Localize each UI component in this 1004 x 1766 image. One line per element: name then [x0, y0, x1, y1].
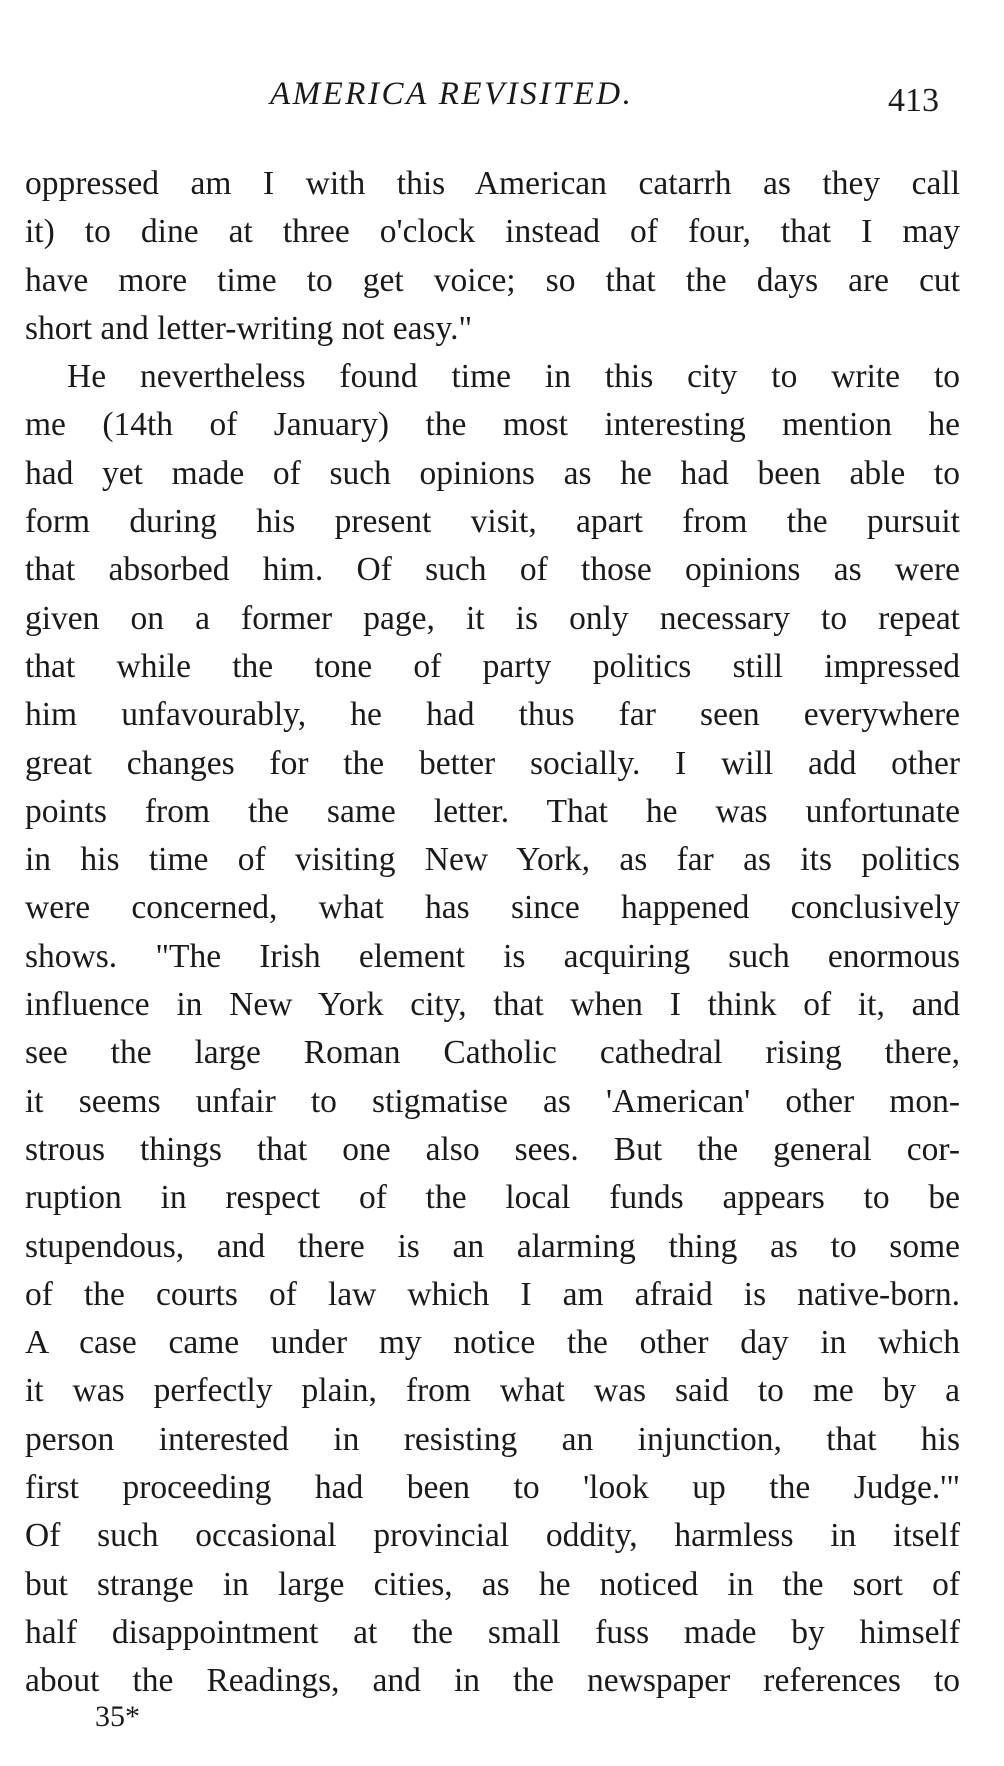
- text-line: but strange in large cities, as he noticed in the sort of: [25, 1565, 960, 1603]
- text-line: A case came under my notice the other day in which: [25, 1324, 960, 1362]
- text-line: about the Readings, and in the newspaper references to: [25, 1662, 960, 1700]
- text-line: it) to dine at three o'clock instead of four, that I may: [25, 213, 960, 251]
- text-line: shows. "The Irish element is acquiring such enormous: [25, 937, 960, 975]
- text-line: that absorbed him. Of such of those opinions as were: [25, 551, 960, 589]
- page-number: 413: [888, 82, 939, 119]
- text-line: great changes for the better socially. I will add other: [25, 744, 960, 782]
- text-line: Of such occasional provincial oddity, harmless in itself: [25, 1517, 960, 1555]
- text-line: him unfavourably, he had thus far seen everywhere: [25, 696, 960, 734]
- text-line: half disappointment at the small fuss made by himself: [25, 1613, 960, 1651]
- text-line: ruption in respect of the local funds appears to be: [25, 1179, 960, 1217]
- text-line: person interested in resisting an injunction, that his: [25, 1420, 960, 1458]
- text-line: form during his present visit, apart from the pursuit: [25, 503, 960, 541]
- text-line: it seems unfair to stigmatise as 'American' other mon-: [25, 1082, 960, 1120]
- text-line: short and letter-writing not easy.": [25, 309, 473, 347]
- text-line: it was perfectly plain, from what was said to me by a: [25, 1372, 960, 1410]
- text-line: see the large Roman Catholic cathedral rising there,: [25, 1034, 960, 1072]
- paragraph-first-line: He nevertheless found time in this city to write to: [67, 358, 960, 396]
- body-text: [25, 160, 960, 1706]
- text-line: strous things that one also sees. But the general cor-: [25, 1130, 960, 1168]
- text-line: me (14th of January) the most interesting mention he: [25, 406, 960, 444]
- text-line: oppressed am I with this American catarrh as they call: [25, 165, 960, 202]
- signature-mark: 35*: [95, 1700, 140, 1733]
- text-line: influence in New York city, that when I think of it, and: [25, 986, 960, 1024]
- running-head: [0, 76, 1004, 126]
- text-line: were concerned, what has since happened conclusively: [25, 889, 960, 927]
- text-line: points from the same letter. That he was unfortunate: [25, 792, 960, 830]
- running-title: AMERICA REVISITED.: [270, 76, 634, 112]
- text-line: stupendous, and there is an alarming thing as to some: [25, 1227, 960, 1265]
- text-line: have more time to get voice; so that the days are cut: [25, 261, 960, 299]
- text-line: had yet made of such opinions as he had been able to: [25, 454, 960, 492]
- text-line: in his time of visiting New York, as far as its politics: [25, 841, 960, 879]
- text-line: of the courts of law which I am afraid is native-born.: [25, 1275, 960, 1313]
- text-line: given on a former page, it is only necessary to repeat: [25, 599, 960, 637]
- text-line: that while the tone of party politics still impressed: [25, 647, 960, 685]
- text-line: first proceeding had been to 'look up the Judge.'": [25, 1469, 960, 1507]
